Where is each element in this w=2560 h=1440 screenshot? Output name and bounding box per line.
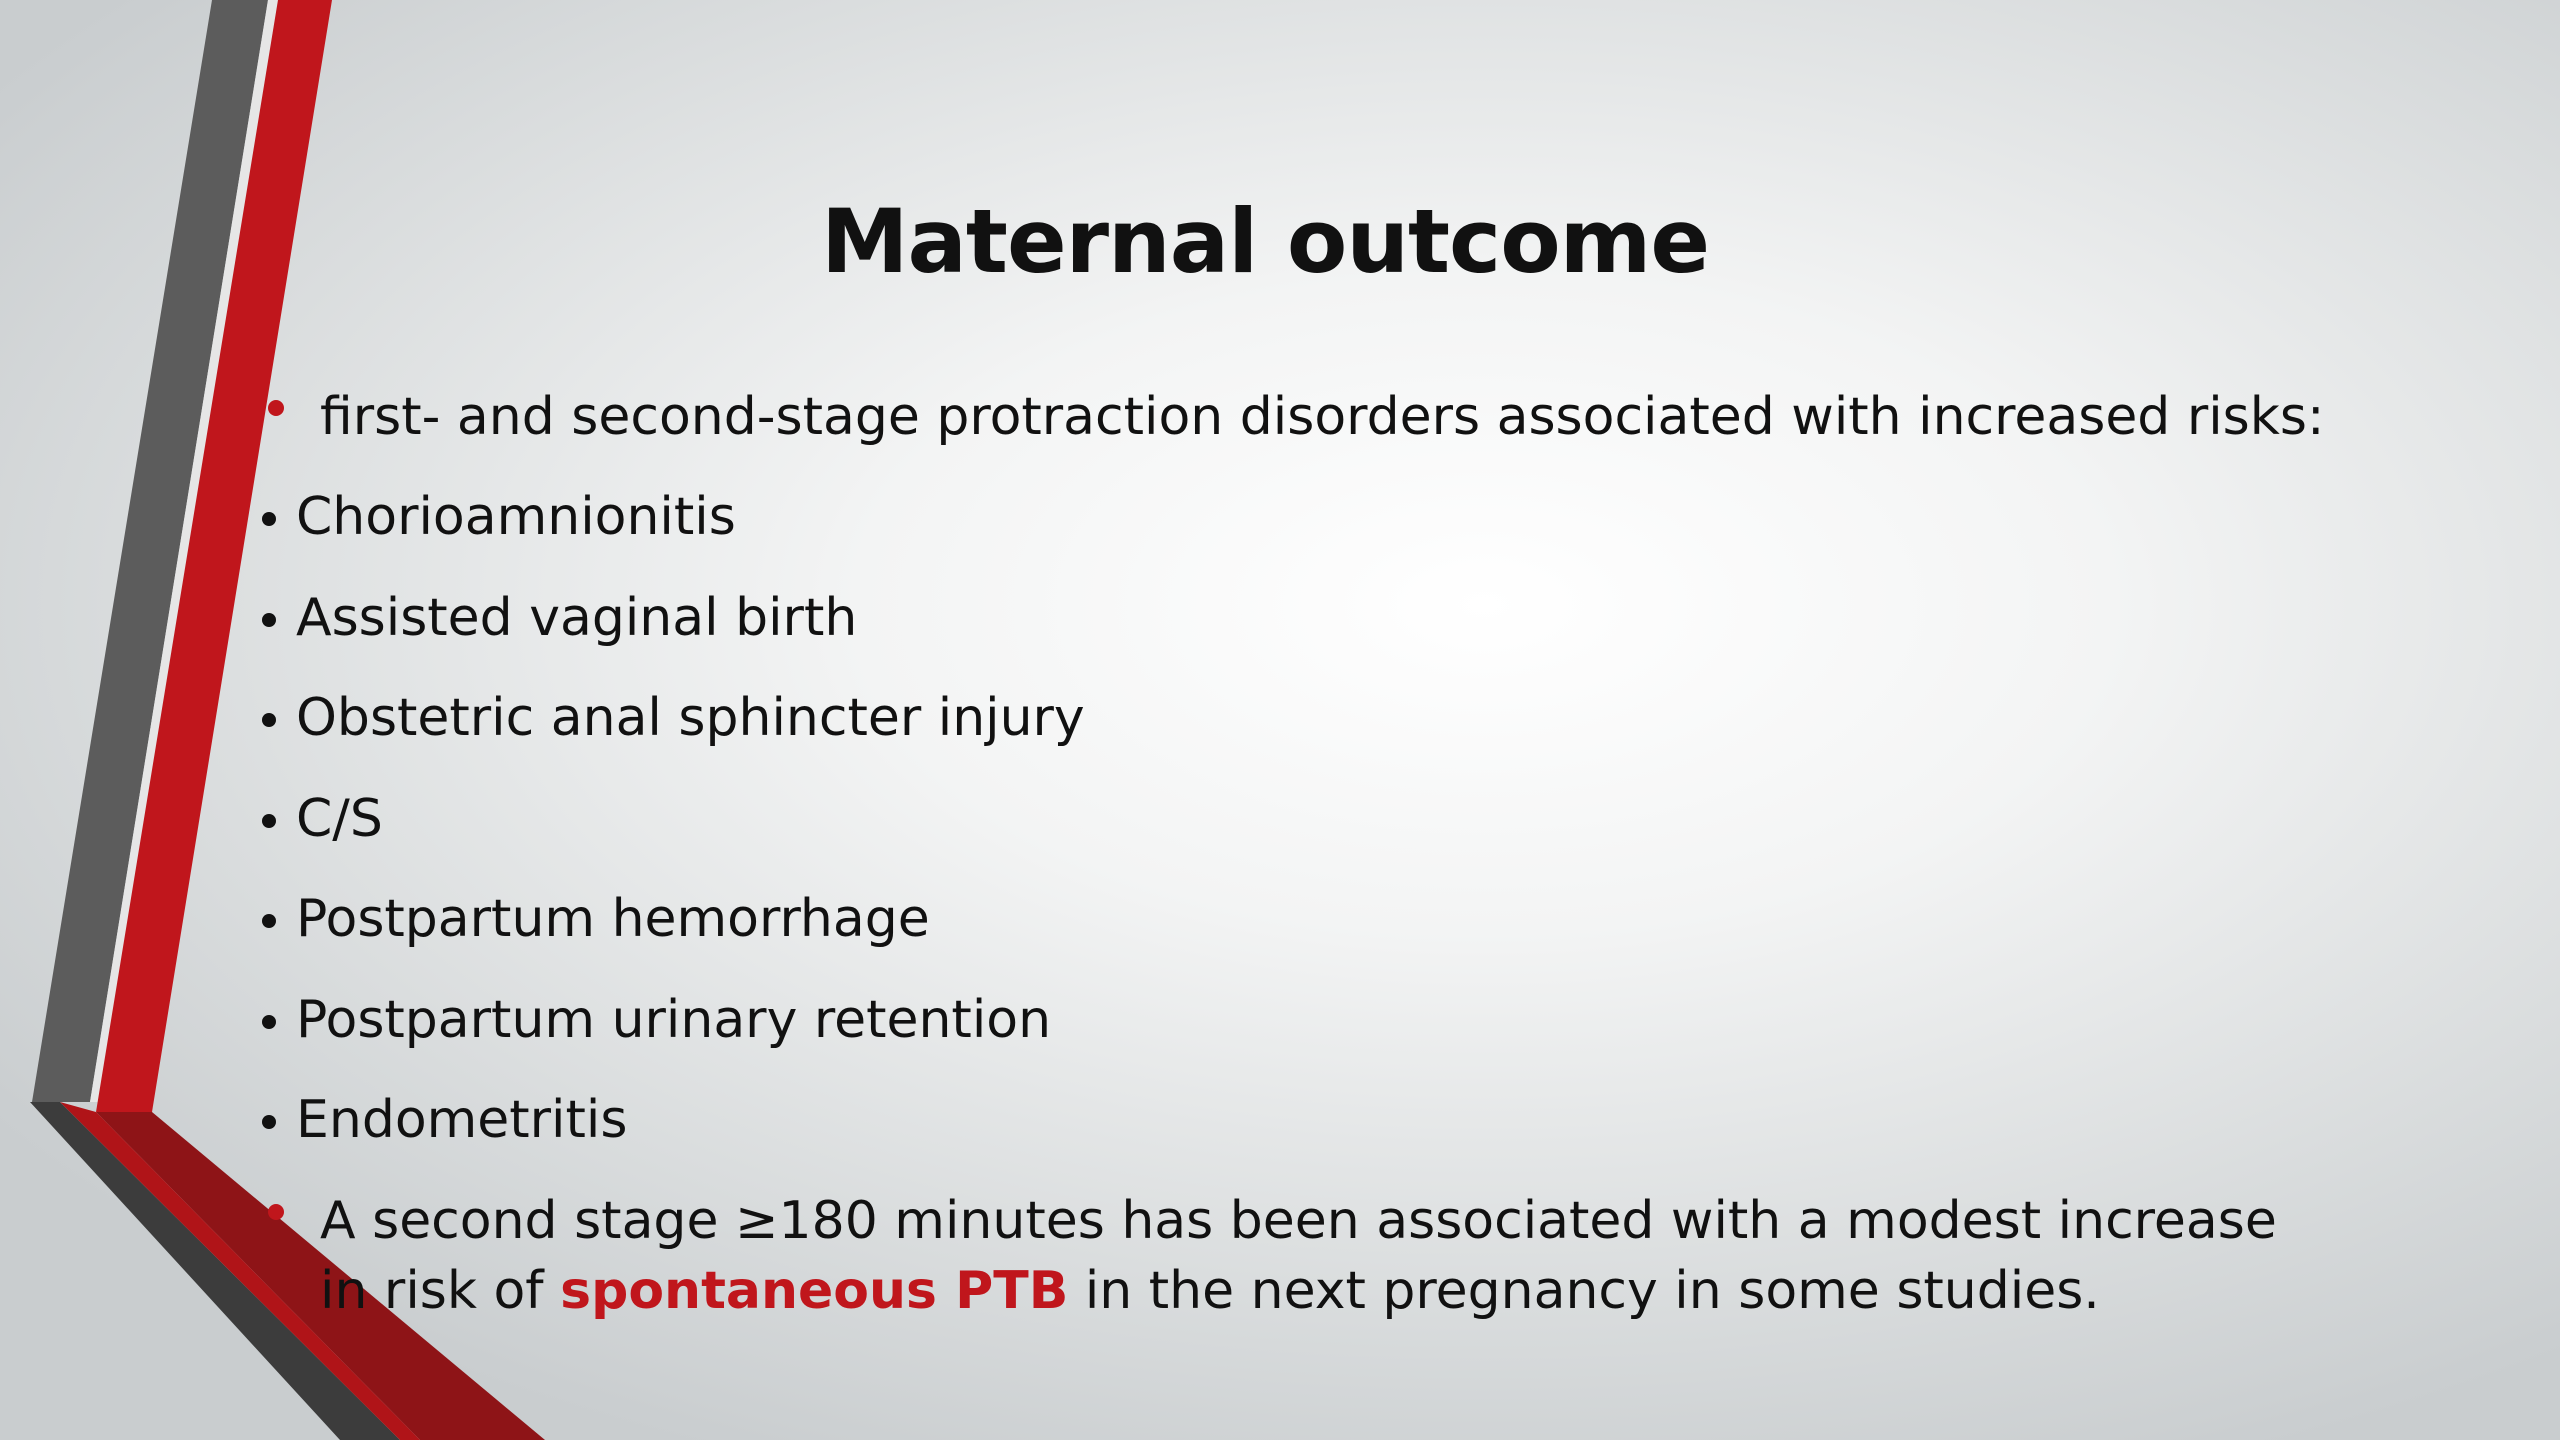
risk-item-endometritis: Endometritis xyxy=(260,1085,1085,1186)
risk-item-cs: C/S xyxy=(260,784,1085,885)
intro-text: first- and second-stage protraction disorders associated with increased risks: xyxy=(320,387,2325,447)
bullet-dot-icon xyxy=(262,1015,276,1029)
risk-list xyxy=(260,482,1085,1186)
bullet-dot-icon xyxy=(262,713,276,727)
risk-item-urinary-retention: Postpartum urinary retention xyxy=(260,985,1085,1086)
stripe-light xyxy=(90,0,278,1102)
bullet-dot-icon xyxy=(262,613,276,627)
intro-bullet-icon xyxy=(268,400,284,416)
ptb-note: A second stage ≥180 minutes has been associated with a modest increase in risk of spontaneous PTB in the next pregnancy in some studies. xyxy=(320,1191,2277,1321)
risk-item-anal-sphincter-injury: Obstetric anal sphincter injury xyxy=(260,683,1085,784)
risk-item-postpartum-hemorrhage: Postpartum hemorrhage xyxy=(260,884,1085,985)
note-bullet-icon xyxy=(268,1204,284,1220)
risk-item-assisted-vaginal-birth: Assisted vaginal birth xyxy=(260,583,1085,684)
ptb-highlight: spontaneous PTB xyxy=(560,1261,1069,1321)
bullet-dot-icon xyxy=(262,814,276,828)
slide-title: Maternal outcome xyxy=(820,190,1710,293)
risk-item-chorioamnionitis: Chorioamnionitis xyxy=(260,482,1085,583)
bullet-dot-icon xyxy=(262,512,276,526)
bullet-dot-icon xyxy=(262,1115,276,1129)
bullet-dot-icon xyxy=(262,914,276,928)
